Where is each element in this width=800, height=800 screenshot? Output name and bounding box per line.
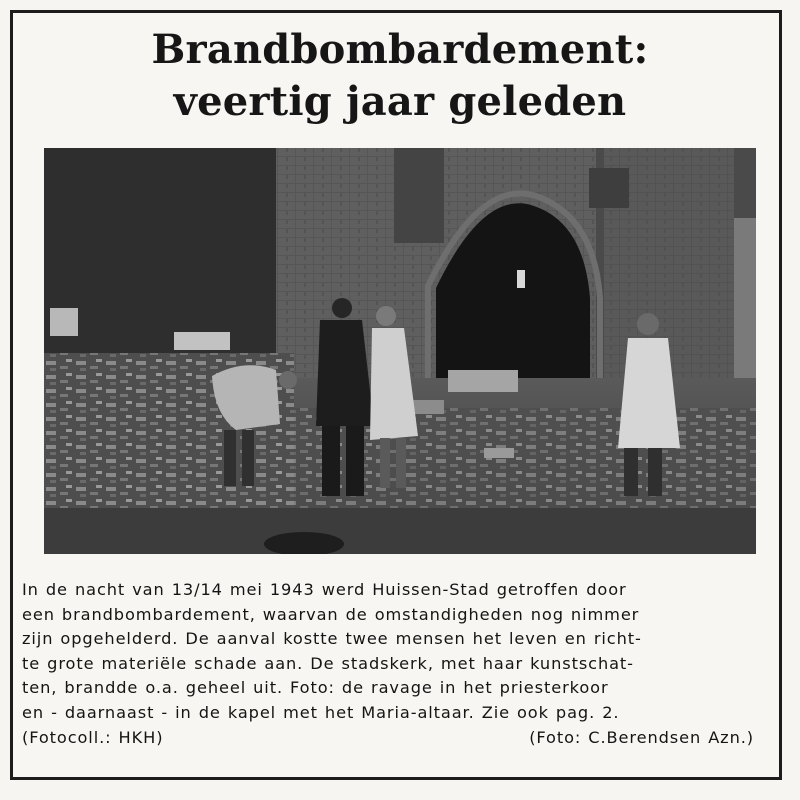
headline — [0, 24, 800, 128]
photo-illustration — [44, 148, 756, 554]
caption-line-1: In de nacht van 13/14 mei 1943 werd Huissen-Stad getroffen door — [22, 580, 627, 599]
caption-line-6: en - daarnaast - in de kapel met het Maria-altaar. Zie ook pag. 2. — [22, 702, 620, 722]
caption-line-5: ten, brandde o.a. geheel uit. Foto: de ravage in het priesterkoor — [22, 678, 609, 698]
photographer-credit: (Foto: C.Berendsen Azn.) — [529, 727, 754, 747]
headline-line-1: Brandbombardement: — [151, 26, 649, 73]
caption-line-3: zijn opgehelderd. De aanval kostte twee mensen het leven en richt- — [22, 629, 642, 649]
caption-line-2: een brandbombardement, waarvan de omstandigheden nog nimmer — [22, 604, 640, 624]
church-ruins-photo — [44, 148, 756, 554]
photo-caption — [22, 578, 782, 750]
photo-collection-credit: (Fotocoll.: HKH) — [22, 727, 164, 747]
headline-line-2: veertig jaar geleden — [173, 78, 627, 125]
credits-row — [22, 726, 782, 751]
caption-line-4: te grote materiële schade aan. De stadskerk, met haar kunstschat- — [22, 653, 634, 673]
